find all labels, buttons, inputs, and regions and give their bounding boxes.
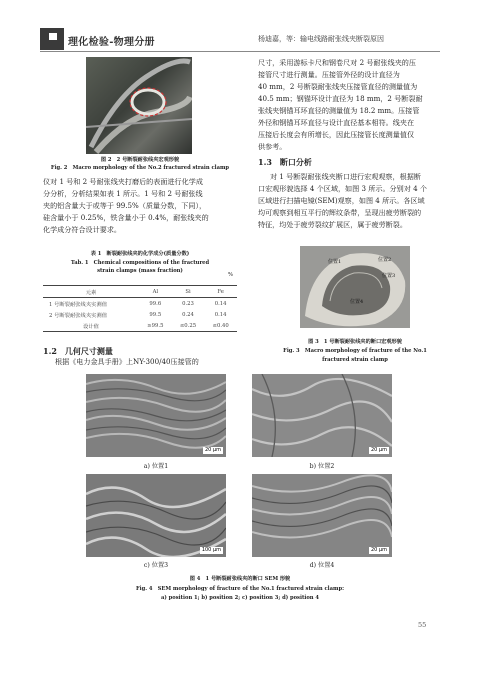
table1-header-fe: Fe (204, 286, 237, 298)
table1-title-cn: 表 1 断裂耐张线夹的化学成分(质量分数) (90, 251, 190, 257)
table1-cell: 设计值 (43, 320, 139, 332)
table-row (43, 309, 237, 320)
table1-cell: ≥99.5 (139, 320, 172, 332)
right-para2-line3: 区域进行扫描电镜(SEM)观察，如图 4 所示。各区域 (258, 196, 425, 205)
fig4-caption-en-1: Fig. 4 SEM morphology of fracture of the No.1 fractured strain clamp: (135, 586, 345, 592)
table1-unit: % (228, 272, 233, 278)
fig3-photo (300, 246, 410, 328)
fig3-label-pos4: 位置4 (350, 299, 364, 305)
table1-cell: 99.6 (149, 300, 162, 307)
table1-header-si: Si (172, 286, 205, 298)
right-para1-line3: 40 mm，2 号断裂耐张线夹压接管直径的测量值为 (258, 82, 418, 91)
table1-cell: ≤0.25 (172, 320, 205, 332)
right-para2-line5: 特征，均处于疲劳裂纹扩展区，属于疲劳断裂。 (258, 220, 407, 229)
left-para1-line3: 夹的铝含量大于或等于 99.5%（质量分数，下同）， (43, 201, 207, 210)
fig2-caption-en: Fig. 2 Macro morphology of the No.2 fractured strain clamp (50, 165, 230, 171)
fig4-subcaption-c: c) 位置3 (143, 562, 169, 569)
table1-cell: 1 号断裂耐张线夹实测值 (49, 301, 108, 308)
fig2-photo (86, 57, 192, 154)
table1-cell: ≤0.40 (204, 320, 237, 332)
right-para1-line6: 外径和钢锚耳环直径与设计直径基本相符。线夹在 (258, 118, 415, 127)
right-para2-line4: 均可观察到相互平行的辉纹条带，呈现出疲劳断裂的 (258, 208, 422, 217)
fig3-label-pos1: 位置1 (328, 259, 342, 265)
table1-header-al: Al (139, 286, 172, 298)
table1-cell: 0.24 (182, 311, 194, 318)
left-para1-line2: 分分析，分析结果如表 1 所示。1 号和 2 号耐张线 (43, 189, 203, 198)
sem-image-a (86, 374, 226, 457)
table1-cell: 0.14 (214, 300, 227, 307)
journal-logo (40, 28, 64, 50)
table1-cell: 2 号断裂耐张线夹实测值 (49, 312, 108, 319)
table-row (43, 320, 237, 332)
running-title: 杨迪嘉，等：输电线路耐张线夹断裂原因 (258, 35, 384, 43)
fig3-caption-en-1: Fig. 3 Macro morphology of fracture of the No.1 (283, 348, 427, 354)
fig3-caption-cn: 图 3 1 号断裂耐张线夹的断口宏观形貌 (308, 339, 402, 345)
right-para1-line7: 压接后长度会有所增长，因此压接管长度测量值仅 (258, 130, 415, 139)
right-para1-line4: 40.5 mm；钢锚环设计直径为 18 mm，2 号断裂耐 (258, 94, 423, 103)
sem-image-c (86, 474, 226, 557)
table1-header-row (43, 286, 237, 298)
scale-bar-c: 100 μm (201, 547, 221, 553)
table1 (43, 285, 237, 332)
right-para2-line2: 口宏观形貌选择 4 个区域，如图 3 所示。分别对 4 个 (258, 184, 427, 193)
fig4-caption-cn: 图 4 1 号断裂耐张线夹的断口 SEM 形貌 (189, 576, 291, 582)
table1-cell: 99.5 (149, 311, 162, 318)
section-1-3-heading: 1.3 断口分析 (258, 157, 312, 167)
left-para1-line5: 化学成分符合设计要求。 (43, 225, 122, 234)
section-1-2-heading: 1.2 几何尺寸测量 (43, 346, 113, 356)
right-para1-line2: 接管尺寸进行测量。压接管外径的设计直径为 (258, 70, 400, 79)
table1-cell: 0.23 (182, 300, 194, 307)
scale-bar-a: 20 μm (204, 447, 221, 453)
fig3-label-pos3: 位置3 (382, 273, 396, 279)
right-para2-line1: 对 1 号断裂耐张线夹断口进行宏观观察，根据断 (270, 172, 421, 181)
fig4-caption-en-2: a) position 1; b) position 2; c) position 3; d) position 4 (161, 595, 319, 601)
table1-title-en-1: Tab. 1 Chemical compositions of the fractured (70, 260, 210, 266)
left-para1-line1: 仪对 1 号和 2 号耐张线夹打磨后的表面进行化学成 (43, 177, 203, 186)
sem-image-b (252, 374, 392, 457)
left-para2-line1: 根据《电力金具手册》上NY-300/40压接管的 (55, 357, 199, 366)
table1-title-en-2: strain clamps (mass fraction) (97, 268, 183, 274)
fig4-subcaption-d: d) 位置4 (309, 562, 335, 569)
header-rule (40, 51, 440, 52)
left-para1-line4: 硅含量小于 0.25%，铁含量小于 0.4%，耐张线夹的 (43, 213, 209, 222)
scale-bar-b: 20 μm (370, 447, 387, 453)
scale-bar-d: 20 μm (370, 547, 387, 553)
fig3-label-pos2: 位置2 (378, 257, 392, 263)
right-para1-line8: 供参考。 (258, 142, 287, 151)
fig2-caption-cn: 图 2 2 号断裂耐张线夹宏观形貌 (100, 157, 180, 163)
fig4-subcaption-b: b) 位置2 (309, 463, 335, 470)
sem-image-d (252, 474, 392, 557)
journal-name: 理化检验-物理分册 (68, 37, 155, 48)
right-para1-line1: 尺寸，采用游标卡尺和钢卷尺对 2 号耐张线夹的压 (258, 58, 416, 67)
table1-cell: 0.14 (214, 311, 227, 318)
page-number: 55 (418, 621, 427, 629)
table-row (43, 298, 237, 310)
table1-header-element: 元素 (43, 286, 139, 298)
right-para1-line5: 张线夹钢锚耳环直径的测量值为 18.2 mm。压接管 (258, 106, 420, 115)
fig4-subcaption-a: a) 位置1 (143, 463, 169, 470)
fig3-caption-en-2: fractured strain clamp (322, 357, 388, 363)
